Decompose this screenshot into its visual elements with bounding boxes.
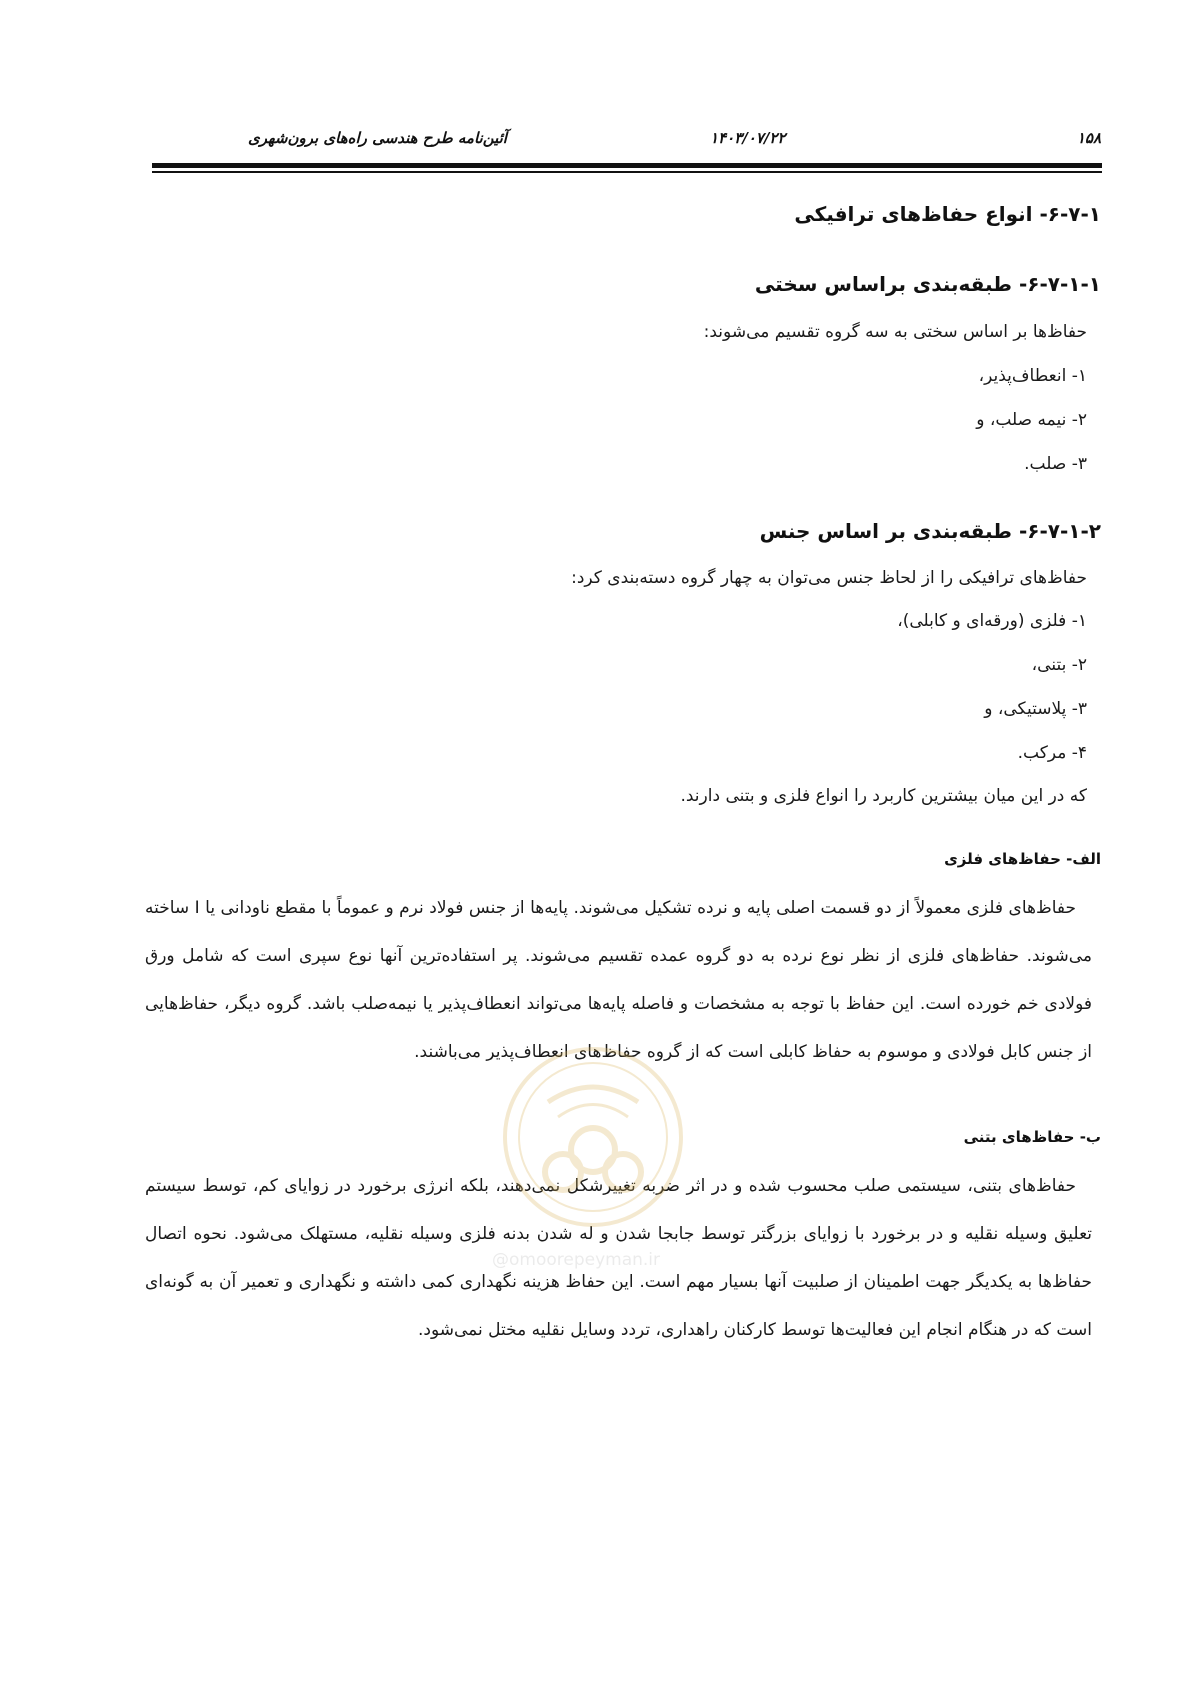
material-closing: که در این میان بیشترین کاربرد را انواع فلزی و بتنی دارند. (680, 786, 1087, 806)
header-doc-title: آئین‌نامه طرح هندسی راه‌های برون‌شهری (248, 129, 507, 147)
list-item: ۴- مرکب. (1017, 743, 1087, 763)
header-rule-thin (152, 171, 1102, 173)
list-item: ۱- فلزی (ورقه‌ای و کابلی)، (897, 611, 1087, 631)
watermark-handle: @omoorepeyman.ir (492, 1250, 661, 1270)
subsection-heading-hardness: ۶-۷-۱-۱- طبقه‌بندی براساس سختی (754, 272, 1101, 296)
header-date: ۱۴۰۳/۰۷/۲۲ (710, 129, 786, 147)
list-item: ۲- نیمه صلب، و (976, 410, 1087, 430)
list-item: ۱- انعطاف‌پذیر، (978, 366, 1087, 386)
omoorepeyman-seal-icon (478, 1032, 708, 1292)
metal-barriers-paragraph: حفاظ‌های فلزی معمولاً از دو قسمت اصلی پایه و نرده تشکیل می‌شوند. پایه‌ها از جنس فولاد نرم و عموماً با مقطع ناودانی یا I ساخته می‌شوند. حفاظ‌های فلزی از نظر نوع نرده به دو گروه عمده تقسیم می‌شوند. پر استفاده‌ترین آنها نوع سپری است که شامل ورق فولادی خم خورده است. این حفاظ با توجه به مشخصات و فاصله پایه‌ها می‌تواند انعطاف‌پذیر یا نیمه‌صلب باشد. گروه دیگر، حفاظ‌هایی از جنس کابل فولادی و موسوم به حفاظ کابلی است که از گروه حفاظ‌های انعطاف‌پذیر می‌باشند. (145, 898, 1092, 1062)
material-intro: حفاظ‌های ترافیکی را از لحاظ جنس می‌توان به چهار گروه دسته‌بندی کرد: (571, 568, 1087, 588)
section-heading: ۶-۷-۱- انواع حفاظ‌های ترافیکی (794, 202, 1101, 226)
concrete-barriers-paragraph: حفاظ‌های بتنی، سیستمی صلب محسوب شده و در اثر ضربه تغییرشکل نمی‌دهند، بلکه انرژی برخورد در زوایای کم، توسط سیستم تعلیق وسیله نقلیه و در برخورد با زوایای بزرگتر توسط جابجا شدن و له شدن بدنه فلزی وسیله نقلیه، مستهلک می‌شود. نحوه اتصال حفاظ‌ها به یکدیگر جهت اطمینان از صلبیت آنها بسیار مهم است. این حفاظ هزینه نگهداری کمی داشته و نگهداری و تعمیر آن به گونه‌ای است که در هنگام انجام این فعالیت‌ها توسط کارکنان راهداری، تردد وسایل نقلیه مختل نمی‌شود. (145, 1176, 1092, 1340)
subsection-heading-material: ۶-۷-۱-۲- طبقه‌بندی بر اساس جنس (759, 519, 1101, 543)
metal-barriers-heading: الف- حفاظ‌های فلزی (944, 850, 1101, 868)
concrete-barriers-heading: ب- حفاظ‌های بتنی (963, 1128, 1101, 1146)
list-item: ۳- پلاستیکی، و (984, 699, 1087, 719)
page-number: ۱۵۸ (1076, 129, 1101, 147)
list-item: ۲- بتنی، (1031, 655, 1087, 675)
header-rule-thick (152, 163, 1102, 168)
list-item: ۳- صلب. (1024, 454, 1087, 474)
hardness-intro: حفاظ‌ها بر اساس سختی به سه گروه تقسیم می‌شوند: (703, 322, 1087, 342)
